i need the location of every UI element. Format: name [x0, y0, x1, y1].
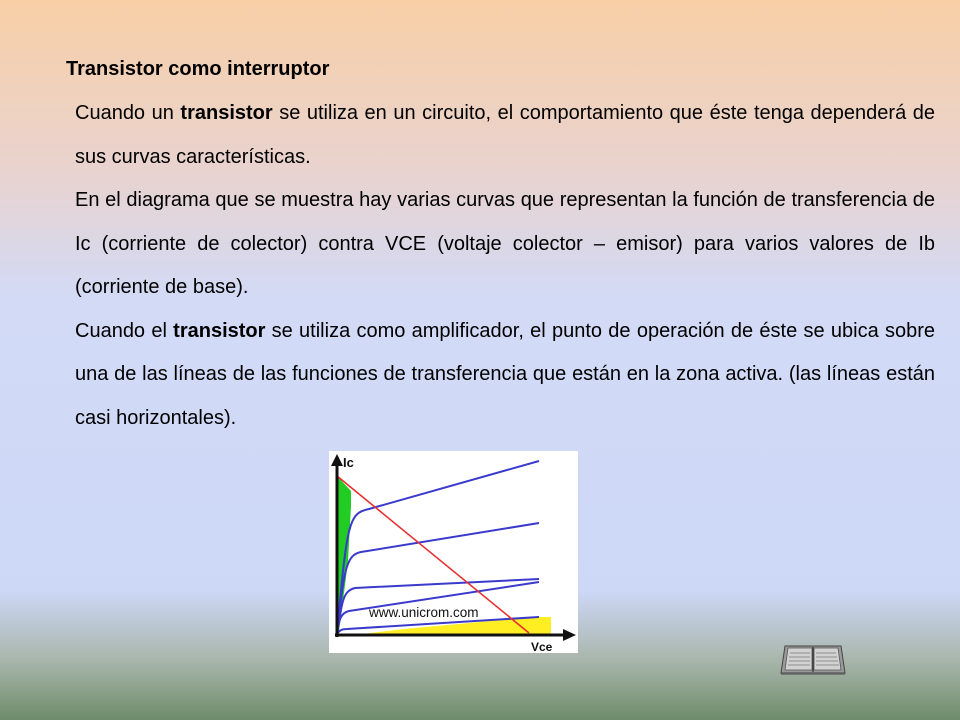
text-run: En el diagrama que se muestra hay varias curvas que representan la función de transferencia de Ic (corriente de colector) contra VCE (voltaje colector – emisor) para varios valores de Ib (corriente de base). — [75, 189, 935, 298]
paragraph-3 — [75, 310, 935, 441]
book-icon[interactable] — [779, 643, 847, 677]
book-icon-graphic — [779, 643, 847, 677]
watermark: www.unicrom.com — [369, 605, 479, 620]
x-axis-label: Vce — [531, 640, 553, 653]
text-run: Cuando un — [75, 102, 181, 124]
bold-term: transistor — [180, 102, 273, 124]
slide-title: Transistor como interruptor — [66, 58, 330, 80]
y-axis-arrow — [331, 454, 343, 466]
text-run: Cuando el — [75, 319, 174, 342]
slide-body — [75, 92, 935, 440]
characteristic-curves-diagram — [329, 451, 578, 653]
bold-term: transistor — [173, 319, 266, 342]
y-axis-label: Ic — [343, 455, 354, 470]
x-axis-arrow — [563, 629, 576, 641]
paragraph-2 — [75, 179, 935, 310]
transistor-curves-figure — [329, 451, 578, 653]
text-run: se utiliza en un circuito, el comportamiento que éste tenga dependerá de sus curvas características. — [75, 102, 935, 168]
paragraph-1 — [75, 92, 935, 179]
text-run: se utiliza como amplificador, el punto de operación de éste se ubica sobre una de las líneas de las funciones de transferencia que están en la zona activa. (las líneas están casi horizontales). — [75, 319, 935, 429]
